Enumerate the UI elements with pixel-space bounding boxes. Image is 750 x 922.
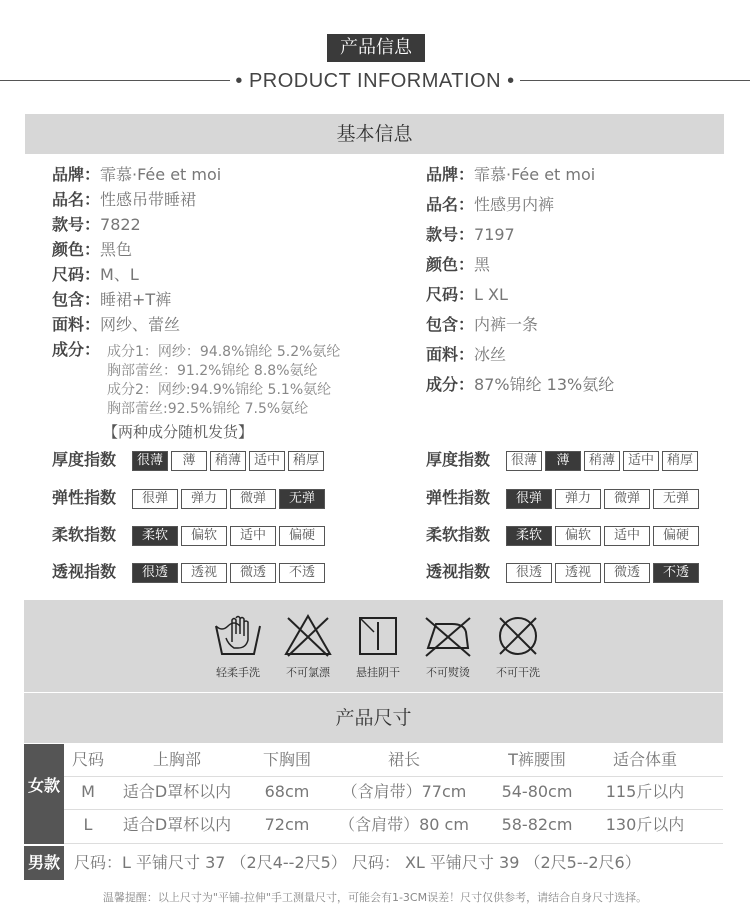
info-label: 品名： xyxy=(426,195,475,214)
info-value: 7197 xyxy=(474,225,515,244)
index-option: 不透 xyxy=(279,563,325,583)
hang-dry-icon xyxy=(352,612,404,658)
composition-line: 胸部蕾丝:92.5%锦纶 7.5%氨纶 xyxy=(107,401,309,417)
index-option: 偏硬 xyxy=(279,526,325,546)
info-label: 颜色： xyxy=(426,255,475,274)
info-label: 尺码： xyxy=(426,285,475,304)
table-header-cell: T裤腰围 xyxy=(508,750,566,769)
info-value: 黑 xyxy=(474,255,491,274)
index-label: 柔软指数 xyxy=(426,525,491,544)
index-option: 柔软 xyxy=(506,526,552,546)
info-label: 成分： xyxy=(426,375,475,394)
care-no-iron: 不可熨烫 xyxy=(413,612,483,680)
index-option: 适中 xyxy=(604,526,650,546)
table-cell: M xyxy=(81,782,95,801)
index-option: 透视 xyxy=(181,563,227,583)
table-cell: 58-82cm xyxy=(501,815,573,834)
table-header-cell: 适合体重 xyxy=(612,750,677,769)
info-value: L XL xyxy=(474,285,508,304)
index-option: 柔软 xyxy=(132,526,178,546)
index-option: 偏软 xyxy=(181,526,227,546)
index-option: 很弹 xyxy=(132,489,178,509)
info-value: 霏慕·Fée et moi xyxy=(474,165,596,184)
composition-line: 【两种成分随机发货】 xyxy=(103,423,254,441)
size-title: 产品尺寸 xyxy=(24,693,723,743)
index-option: 微透 xyxy=(604,563,650,583)
table-header-cell: 裙长 xyxy=(387,750,420,769)
info-row xyxy=(426,372,614,397)
care-instructions xyxy=(24,600,723,692)
info-label: 面料： xyxy=(52,315,101,334)
composition-line: 成分2：网纱:94.9%锦纶 5.1%氨纶 xyxy=(107,382,332,398)
info-row xyxy=(426,252,490,277)
men-size-info: 尺码：L 平铺尺寸 37 （2尺4--2尺5） 尺码： XL 平铺尺寸 39 （2尺5--2尺6） xyxy=(74,853,641,872)
info-value: 87%锦纶 13%氨纶 xyxy=(474,375,615,394)
index-option: 稍薄 xyxy=(584,451,620,471)
product-info-subtitle: • PRODUCT INFORMATION • xyxy=(0,66,750,96)
table-cell: （含肩带）77cm xyxy=(341,782,467,801)
index-label: 柔软指数 xyxy=(52,525,117,544)
no-dry-clean-icon xyxy=(492,612,544,658)
index-option: 适中 xyxy=(623,451,659,471)
info-label: 尺码： xyxy=(52,265,101,284)
care-hand-wash: 轻柔手洗 xyxy=(203,612,273,680)
info-row xyxy=(52,312,180,337)
info-label: 品牌： xyxy=(52,165,101,184)
table-header-cell: 下胸围 xyxy=(262,750,311,769)
table-cell: 68cm xyxy=(264,782,310,801)
care-no-bleach: 不可氯漂 xyxy=(273,612,343,680)
table-divider xyxy=(64,809,723,810)
women-label: 女款 xyxy=(24,744,64,844)
composition-line: 成分1：网纱：94.8%锦纶 5.2%氨纶 xyxy=(107,344,341,360)
hand-wash-icon xyxy=(212,612,264,658)
index-option: 无弹 xyxy=(279,489,325,509)
index-option: 偏硬 xyxy=(653,526,699,546)
info-label: 成分： xyxy=(52,340,101,359)
info-value: 冰丝 xyxy=(474,345,507,364)
table-cell: 54-80cm xyxy=(501,782,573,801)
men-label: 男款 xyxy=(24,846,64,880)
table-cell: 72cm xyxy=(264,815,310,834)
info-value: 睡裙+T裤 xyxy=(100,290,172,309)
product-info-title: 产品信息 xyxy=(327,34,425,62)
info-row xyxy=(426,162,595,187)
info-row xyxy=(52,337,100,362)
info-label: 品名： xyxy=(52,190,101,209)
index-option: 微透 xyxy=(230,563,276,583)
table-cell: 130斤以内 xyxy=(605,815,685,834)
info-value: 网纱、蕾丝 xyxy=(100,315,181,334)
index-option: 不透 xyxy=(653,563,699,583)
info-row xyxy=(426,342,506,367)
index-option: 很弹 xyxy=(506,489,552,509)
index-option: 稍厚 xyxy=(288,451,324,471)
care-no-dry-clean: 不可干洗 xyxy=(483,612,553,680)
info-row xyxy=(426,222,515,247)
divider-left xyxy=(0,80,230,81)
index-option: 薄 xyxy=(171,451,207,471)
info-label: 包含： xyxy=(426,315,475,334)
index-option: 很薄 xyxy=(132,451,168,471)
index-option: 很透 xyxy=(132,563,178,583)
info-row xyxy=(426,312,538,337)
info-row xyxy=(52,287,171,312)
info-value: 黑色 xyxy=(100,240,133,259)
info-label: 面料： xyxy=(426,345,475,364)
index-option: 微弹 xyxy=(230,489,276,509)
no-bleach-icon xyxy=(282,612,334,658)
info-value: 霏慕·Fée et moi xyxy=(100,165,222,184)
info-label: 品牌： xyxy=(426,165,475,184)
index-label: 厚度指数 xyxy=(52,450,117,469)
index-label: 透视指数 xyxy=(52,562,117,581)
table-cell: 适合D罩杯以内 xyxy=(122,815,232,834)
no-iron-icon xyxy=(422,612,474,658)
info-value: 7822 xyxy=(100,215,141,234)
size-table xyxy=(64,744,723,844)
index-option: 弹力 xyxy=(181,489,227,509)
index-label: 弹性指数 xyxy=(52,488,117,507)
info-value: M、L xyxy=(100,265,139,284)
info-row xyxy=(52,237,132,262)
index-option: 弹力 xyxy=(555,489,601,509)
table-cell: （含肩带）80 cm xyxy=(339,815,469,834)
info-label: 包含： xyxy=(52,290,101,309)
info-label: 颜色： xyxy=(52,240,101,259)
table-header-cell: 尺码 xyxy=(71,750,104,769)
index-label: 厚度指数 xyxy=(426,450,491,469)
composition-line: 胸部蕾丝：91.2%锦纶 8.8%氨纶 xyxy=(107,363,318,379)
index-option: 薄 xyxy=(545,451,581,471)
info-value: 性感男内裤 xyxy=(474,195,555,214)
index-option: 适中 xyxy=(249,451,285,471)
table-divider xyxy=(64,776,723,777)
info-value: 内裤一条 xyxy=(474,315,539,334)
info-row xyxy=(52,262,139,287)
divider-right xyxy=(520,80,750,81)
index-option: 稍薄 xyxy=(210,451,246,471)
care-hang-dry: 悬挂阴干 xyxy=(343,612,413,680)
basic-info-title: 基本信息 xyxy=(25,114,724,154)
table-cell: 115斤以内 xyxy=(605,782,685,801)
size-note: 温馨提醒：以上尺寸为"平铺-拉伸"手工测量尺寸，可能会有1-3CM误差！尺寸仅供参考，请结合自身尺寸选择。 xyxy=(102,891,648,904)
info-label: 款号： xyxy=(426,225,475,244)
index-option: 偏软 xyxy=(555,526,601,546)
table-header-cell: 上胸部 xyxy=(152,750,201,769)
index-option: 很薄 xyxy=(506,451,542,471)
info-row xyxy=(52,187,196,212)
info-row xyxy=(52,212,141,237)
info-label: 款号： xyxy=(52,215,101,234)
table-cell: L xyxy=(83,815,93,834)
table-cell: 适合D罩杯以内 xyxy=(122,782,232,801)
index-option: 无弹 xyxy=(653,489,699,509)
info-value: 性感吊带睡裙 xyxy=(100,190,197,209)
index-option: 很透 xyxy=(506,563,552,583)
index-option: 微弹 xyxy=(604,489,650,509)
index-option: 透视 xyxy=(555,563,601,583)
index-option: 稍厚 xyxy=(662,451,698,471)
index-option: 适中 xyxy=(230,526,276,546)
info-row xyxy=(426,282,508,307)
index-label: 透视指数 xyxy=(426,562,491,581)
index-label: 弹性指数 xyxy=(426,488,491,507)
table-divider xyxy=(64,843,723,844)
info-row xyxy=(426,192,554,217)
info-row xyxy=(52,162,221,187)
